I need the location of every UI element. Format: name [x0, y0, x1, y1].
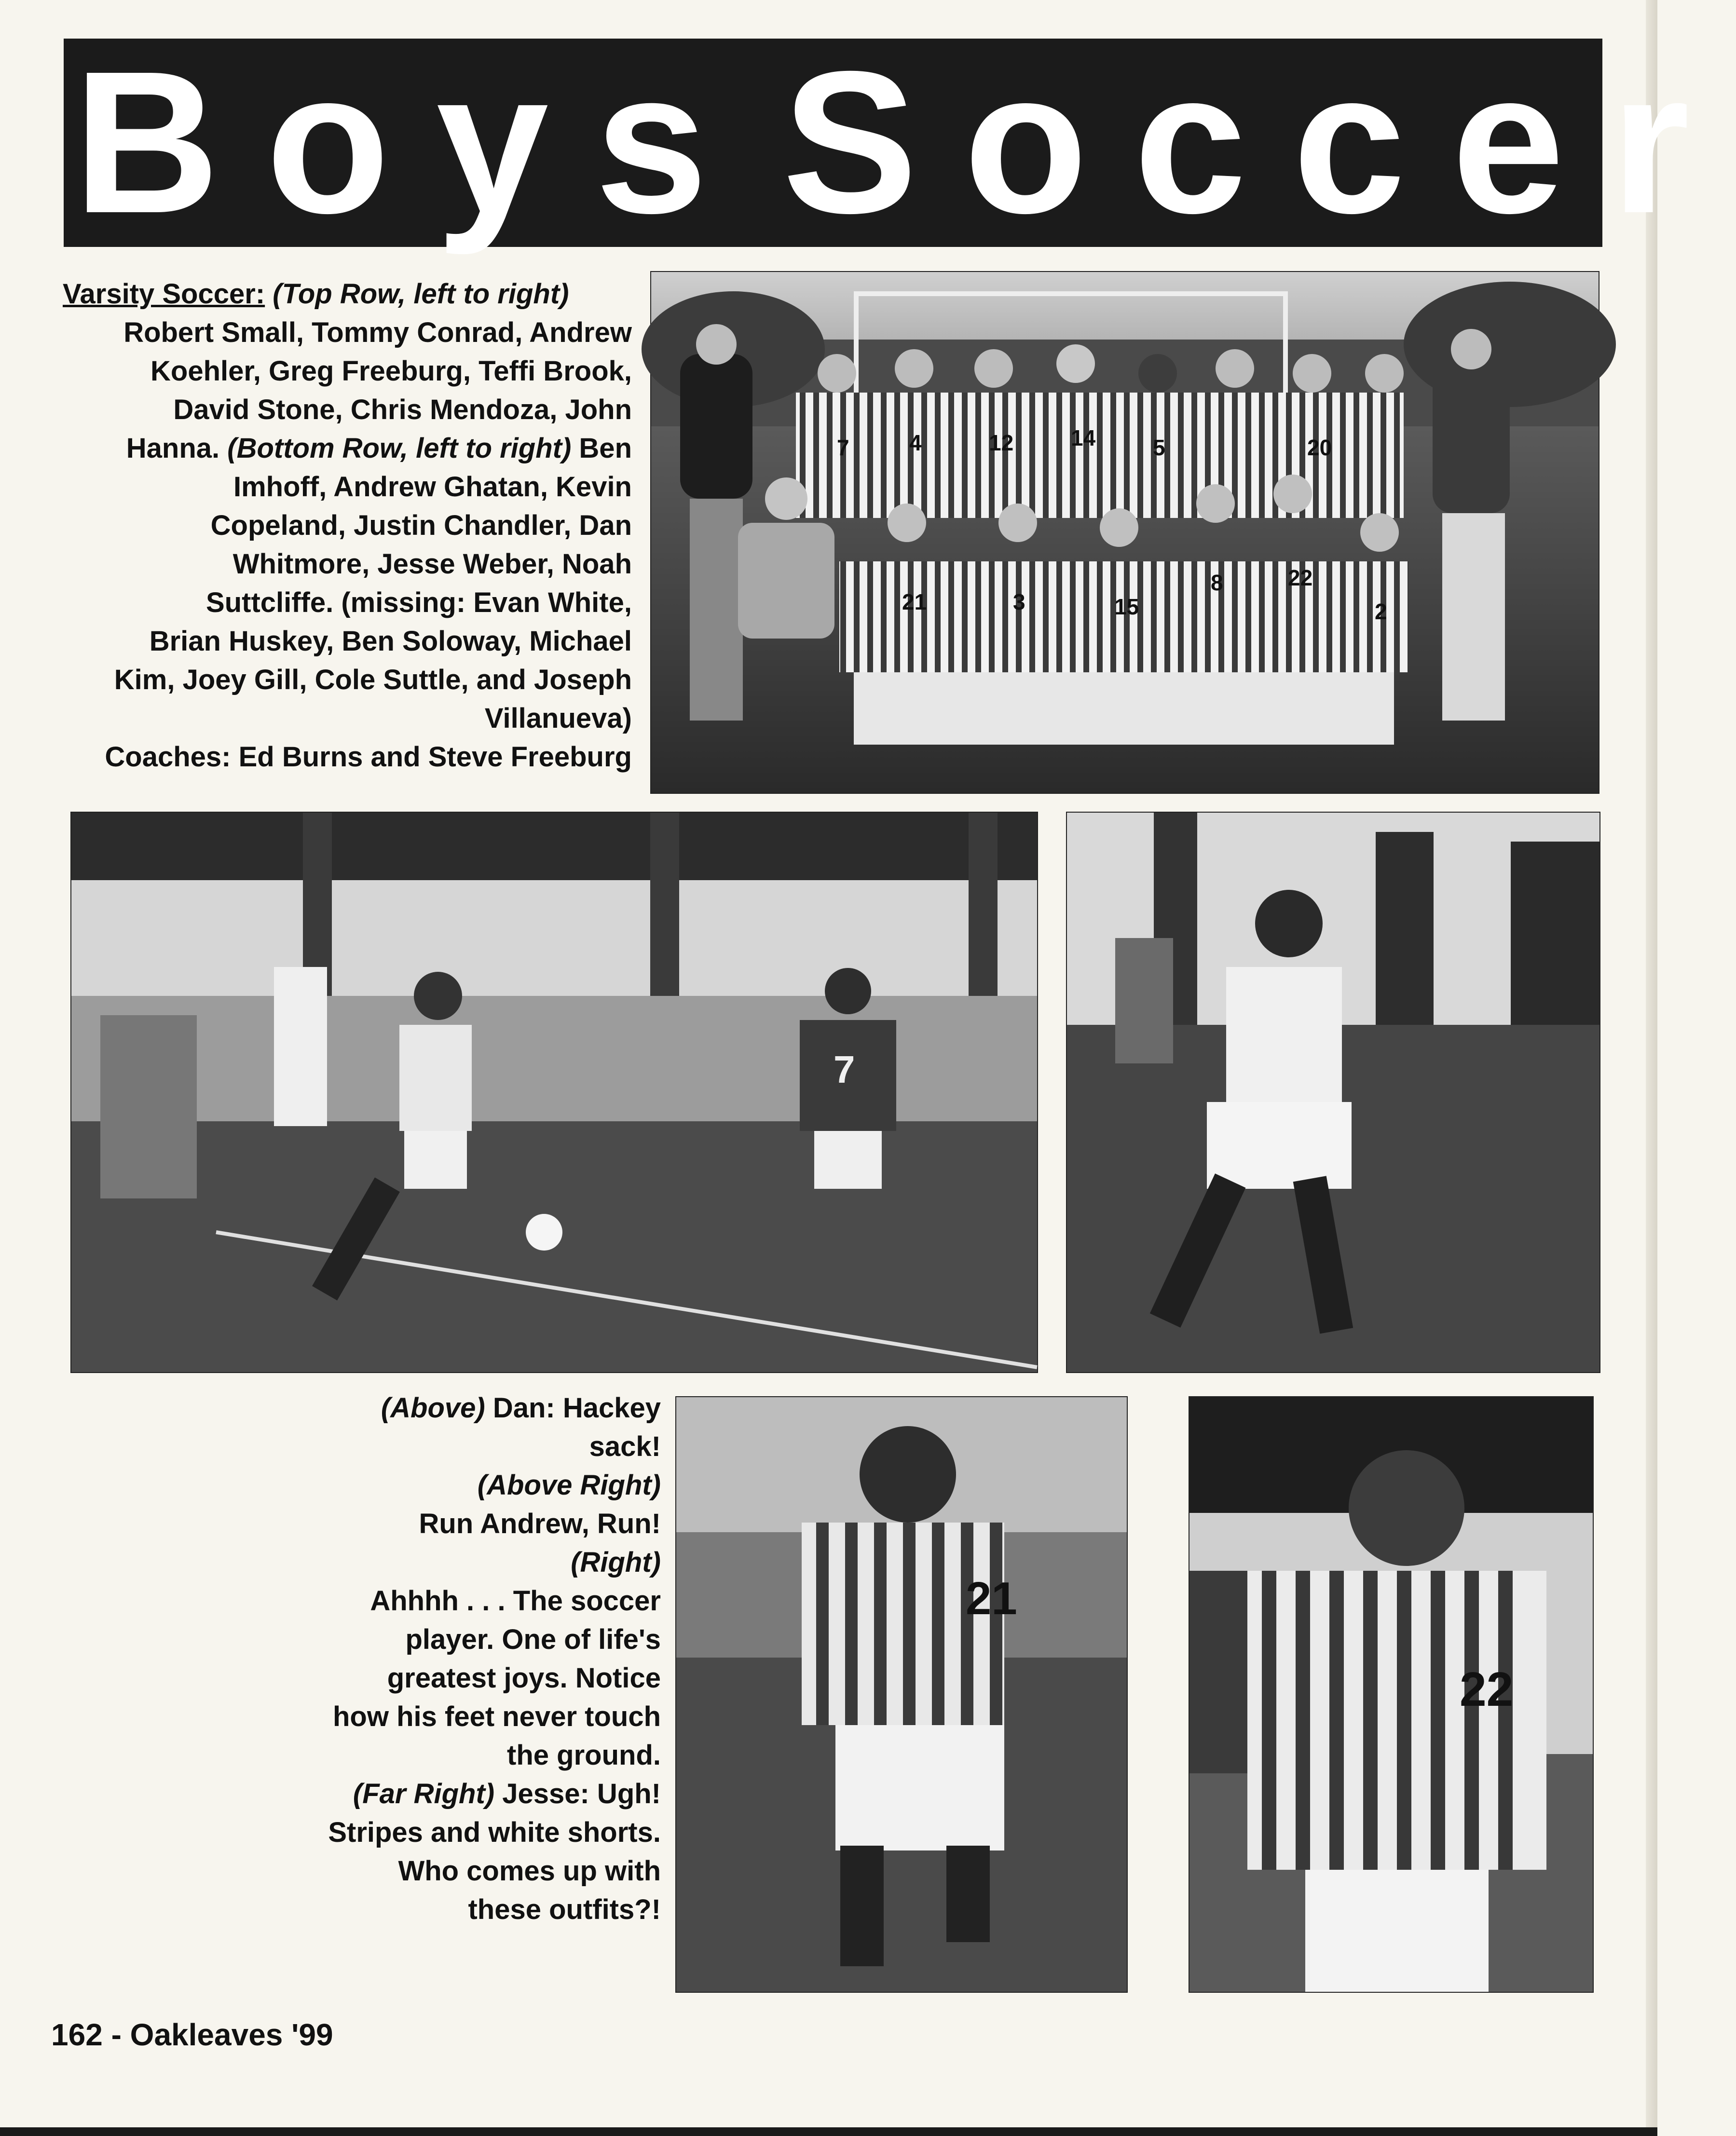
- caption-far-right-line: Stripes and white shorts.: [328, 1817, 661, 1848]
- caption-above-right-text: Run Andrew, Run!: [419, 1508, 661, 1539]
- action-photo-andrew: [1066, 812, 1600, 1373]
- team-jersey-number: 7: [837, 435, 849, 460]
- roster-line: David Stone, Chris Mendoza, John: [173, 394, 632, 425]
- caption-right-line: greatest joys. Notice: [387, 1662, 661, 1694]
- caption-right-line: the ground.: [507, 1740, 661, 1771]
- action-photo-andrew-image: [1067, 813, 1599, 1372]
- roster-heading-row: [63, 275, 632, 313]
- team-jersey-number: 5: [1153, 435, 1165, 460]
- caption-far-right-text: Jesse: Ugh!: [502, 1778, 661, 1809]
- roster-line: Villanueva): [484, 703, 632, 734]
- bottom-rule: [0, 2127, 1657, 2136]
- roster-line: Kim, Joey Gill, Cole Suttle, and Joseph: [114, 664, 632, 695]
- team-jersey-number: 21: [902, 589, 927, 614]
- team-jersey-number: 22: [1288, 565, 1313, 590]
- caption-above-line1: [270, 1389, 661, 1428]
- kick-photo: [675, 1396, 1128, 1993]
- caption-far-right-line: these outfits?!: [468, 1894, 661, 1925]
- team-jersey-number: 20: [1307, 435, 1332, 460]
- team-jersey-number: 8: [1211, 570, 1223, 595]
- coaches-line: Coaches: Ed Burns and Steve Freeburg: [105, 741, 632, 773]
- action-photo-dan: [70, 812, 1038, 1373]
- caption-above-text: Dan: Hackey: [492, 1392, 661, 1424]
- team-jersey-number: 4: [909, 430, 922, 455]
- caption-right-line: how his feet never touch: [333, 1701, 661, 1732]
- roster-line: Brian Huskey, Ben Soloway, Michael: [149, 626, 632, 657]
- roster-line: Whitmore, Jesse Weber, Noah: [232, 548, 632, 580]
- team-roster-caption: [63, 275, 632, 776]
- caption-far-right-line1: [270, 1775, 661, 1813]
- kick-photo-image: [676, 1397, 1127, 1992]
- roster-name-ben: Ben: [579, 433, 632, 464]
- team-photo: [650, 271, 1599, 794]
- caption-right-label: (Right): [571, 1547, 661, 1578]
- roster-line: [63, 429, 632, 468]
- caption-above-label: (Above): [381, 1392, 485, 1424]
- page-title-soccer: Soccer: [782, 29, 1736, 256]
- page-edge: [1646, 0, 1657, 2136]
- roster-line: Copeland, Justin Chandler, Dan: [210, 510, 632, 541]
- roster-line: Koehler, Greg Freeburg, Teffi Brook,: [150, 355, 632, 387]
- team-jersey-number: 12: [989, 430, 1014, 455]
- kick-jersey-number: 21: [966, 1573, 1017, 1624]
- page-title-boys: Boys: [73, 29, 754, 256]
- caption-above-right-label: (Above Right): [477, 1469, 661, 1501]
- team-jersey-number: 3: [1013, 589, 1025, 614]
- roster-line: Imhoff, Andrew Ghatan, Kevin: [233, 471, 632, 503]
- jesse-jersey-number: 22: [1460, 1662, 1514, 1716]
- roster-line: Suttcliffe. (missing: Evan White,: [206, 587, 632, 618]
- team-jersey-number: 15: [1114, 594, 1139, 619]
- caption-far-right-line: Who comes up with: [398, 1855, 661, 1887]
- jesse-photo-image: [1189, 1397, 1593, 1992]
- photo-captions: [270, 1389, 661, 1929]
- page-folio: 162 - Oakleaves '99: [51, 2017, 333, 2052]
- action-photo-dan-image: [71, 813, 1037, 1372]
- title-banner: [64, 29, 1736, 256]
- roster-heading: Varsity Soccer:: [63, 278, 265, 310]
- team-jersey-number: 2: [1375, 599, 1387, 624]
- caption-right-line: Ahhhh . . . The soccer: [370, 1585, 661, 1617]
- caption-above-line2: sack!: [589, 1431, 661, 1462]
- opponent-jersey-number: 7: [834, 1048, 855, 1091]
- top-row-note: (Top Row, left to right): [273, 278, 569, 310]
- caption-far-right-label: (Far Right): [353, 1778, 495, 1809]
- team-jersey-number: 14: [1071, 425, 1096, 450]
- jesse-photo: [1189, 1396, 1594, 1993]
- roster-name-hanna: Hanna.: [126, 433, 220, 464]
- bottom-row-note: (Bottom Row, left to right): [227, 433, 572, 464]
- team-photo-image: [651, 272, 1599, 793]
- caption-right-line: player. One of life's: [405, 1624, 661, 1655]
- roster-line: Robert Small, Tommy Conrad, Andrew: [123, 317, 632, 348]
